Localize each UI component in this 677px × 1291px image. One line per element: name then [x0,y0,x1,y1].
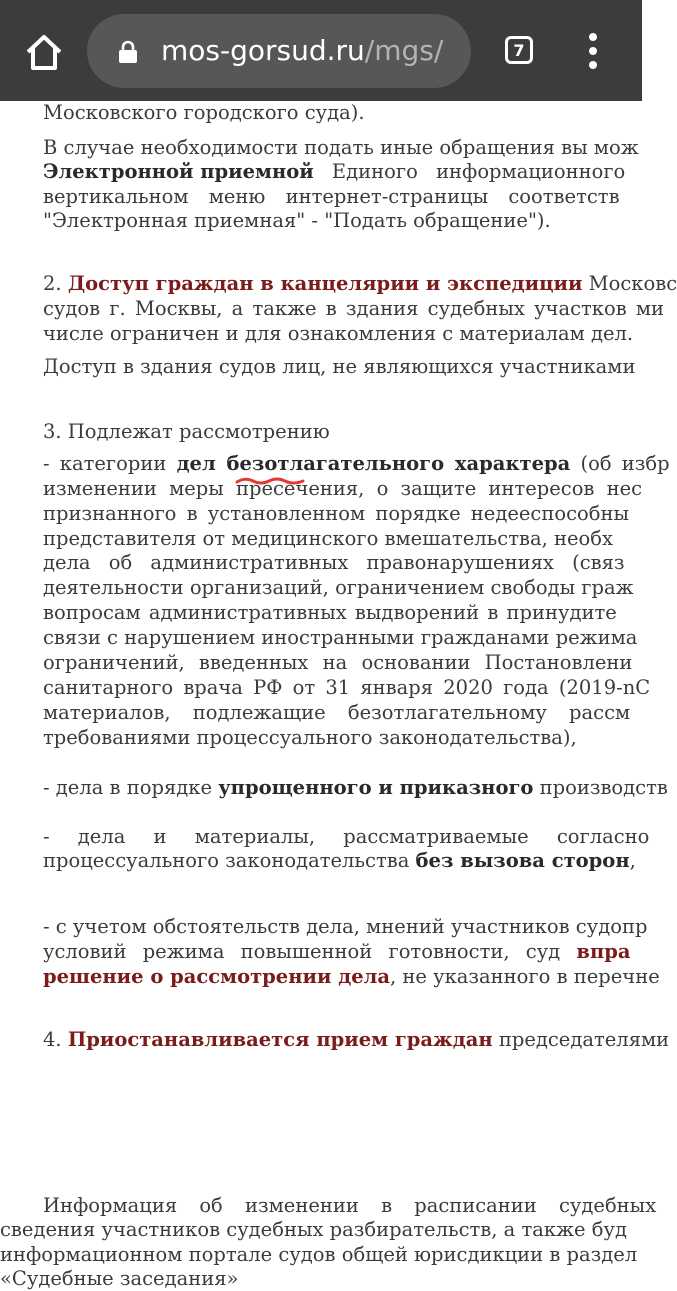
spellcheck-underline [236,476,306,486]
text-line: - с учетом обстоятельств дела, мнений участников судопр [43,915,648,938]
text-line: Московского городского суда). [43,101,365,124]
tab-switcher-button[interactable]: 7 [505,36,533,64]
section-4-title: 4. Приостанавливается прием граждан председателями [43,1028,670,1051]
more-vert-icon [583,33,603,69]
text-line: требованиями процессуального законодательства), [43,726,577,749]
text-line: судов г. Москвы, а также в здания судебных участков ми [43,297,665,320]
text-line: вопросам административных выдворений в принудите [43,601,617,624]
text-line: Доступ в здания судов лиц, не являющихся участниками [43,355,636,378]
text-line: деятельности организаций, ограничением свободы граж [43,576,634,599]
text-line: - дела в порядке упрощенного и приказного производств [43,776,668,799]
text-line: В случае необходимости подать иные обращения вы мож [43,136,639,159]
text-line: изменении меры пресечения, о защите интересов нес [43,477,643,500]
menu-button[interactable] [583,30,603,72]
url-text: mos-gorsud.ru/mgs/ [161,34,444,67]
text-line: информационном портале судов общей юрисдикции в раздел [0,1243,638,1266]
home-button[interactable] [22,30,66,74]
text-line: «Судебные заседания» [0,1267,239,1290]
text-line: материалов, подлежащие безотлагательному рассм [43,701,631,724]
text-line: процессуального законодательства без вызова сторон, [43,849,636,872]
text-line: - дела и материалы, рассматриваемые согласно [43,825,650,848]
text-line: санитарного врача РФ от 31 января 2020 года (2019-nC [43,676,651,699]
address-bar[interactable] [87,14,471,88]
text-line: "Электронная приемная" - "Подать обращение"). [43,209,551,232]
electronic-reception-link[interactable]: Электронной приемной [43,160,314,183]
text-line: Информация об изменении в расписании судебных [43,1194,657,1217]
text-line: связи с нарушением иностранными гражданами режима [43,626,638,649]
home-icon [22,30,66,74]
section-2-title: 2. Доступ граждан в канцелярии и экспедиции Московс [43,272,677,295]
lock-icon [118,40,138,64]
section-3-heading: 3. Подлежат рассмотрению [43,420,330,443]
text-line: признанного в установленном порядке недееспособны [43,502,630,525]
text-line: Электронной приемной Единого информационного [43,160,626,183]
text-line: представителя от медицинского вмешательства, необх [43,527,614,550]
text-line: дела об административных правонарушениях (связ [43,551,625,574]
text-line: сведения участников судебных разбирательств, а также буд [0,1218,627,1241]
browser-toolbar [0,0,642,101]
text-line: вертикальном меню интернет-страницы соответств [43,185,620,208]
text-line: решение о рассмотрении дела, не указанного в перечне [43,965,660,988]
text-line: - категории дел безотлагательного характера (об избр [43,452,670,475]
text-line: числе ограничен и для ознакомления с материалам дел. [43,322,634,345]
text-line: условий режима повышенной готовности, суд впра [43,940,631,963]
text-line: ограничений, введенных на основании Постановлени [43,651,633,674]
